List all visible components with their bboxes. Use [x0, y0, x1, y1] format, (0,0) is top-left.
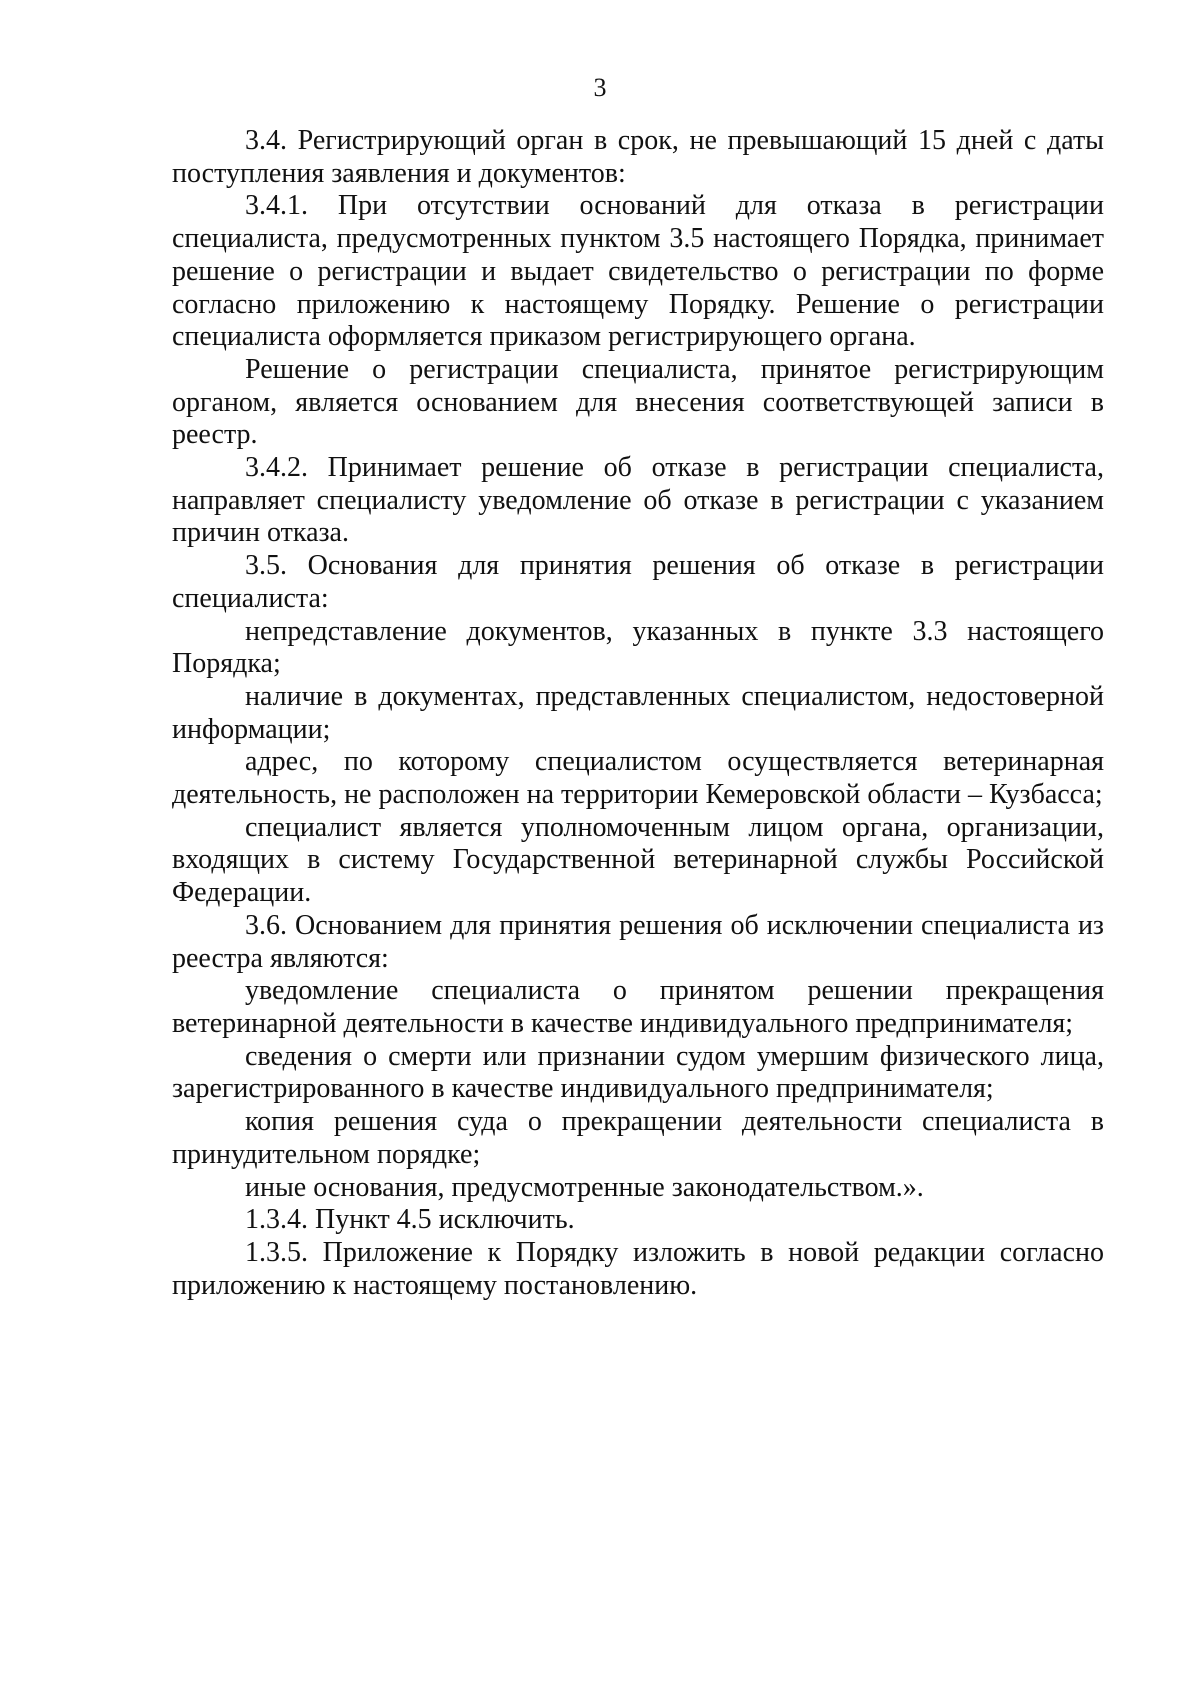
paragraph-registration-decision: Решение о регистрации специалиста, принятое регистрирующим органом, является основанием для внесения соответствующей записи в реестр. [172, 353, 1104, 451]
paragraph-3-4-1: 3.4.1. При отсутствии оснований для отказа в регистрации специалиста, предусмотренных пунктом 3.5 настоящего Порядка, принимает решение о регистрации и выдает свидетельство о регистрации по форме согласно приложению к настоящему Порядку. Решение о регистрации специалиста оформляется приказом регистрирующего органа. [172, 190, 1104, 353]
list-item-address-outside-region: адрес, по которому специалистом осуществляется ветеринарная деятельность, не расположен на территории Кемеровской области – Кузбасса; [172, 746, 1104, 811]
list-item-false-information: наличие в документах, представленных специалистом, недостоверной информации; [172, 680, 1104, 745]
paragraph-3-4: 3.4. Регистрирующий орган в срок, не превышающий 15 дней с даты поступления заявления и документов: [172, 125, 1104, 189]
list-item-death-information: сведения о смерти или признании судом умершим физического лица, зарегистрированного в качестве индивидуального предпринимателя; [172, 1040, 1104, 1105]
list-item-authorized-person: специалист является уполномоченным лицом органа, организации, входящих в систему Государственной ветеринарной службы Российской Федерации. [172, 811, 1104, 909]
list-item-court-decision: копия решения суда о прекращении деятельности специалиста в принудительном порядке; [172, 1106, 1104, 1170]
paragraph-3-6: 3.6. Основанием для принятия решения об исключении специалиста из реестра являются: [172, 909, 1104, 974]
list-item-missing-documents: непредставление документов, указанных в пункте 3.3 настоящего Порядка; [172, 615, 1104, 680]
paragraph-1-3-4: 1.3.4. Пункт 4.5 исключить. [245, 1204, 575, 1236]
paragraph-1-3-5: 1.3.5. Приложение к Порядку изложить в новой редакции согласно приложению к настоящему постановлению. [172, 1236, 1104, 1301]
list-item-termination-notice: уведомление специалиста о принятом решении прекращения ветеринарной деятельности в качестве индивидуального предпринимателя; [172, 975, 1104, 1039]
page-number: 3 [593, 73, 607, 102]
list-item-other-grounds: иные основания, предусмотренные законодательством.». [245, 1171, 924, 1203]
paragraph-3-4-2: 3.4.2. Принимает решение об отказе в регистрации специалиста, направляет специалисту уведомление об отказе в регистрации с указанием причин отказа. [172, 452, 1104, 549]
paragraph-3-5: 3.5. Основания для принятия решения об отказе в регистрации специалиста: [172, 550, 1104, 614]
document-body [172, 125, 1104, 1302]
